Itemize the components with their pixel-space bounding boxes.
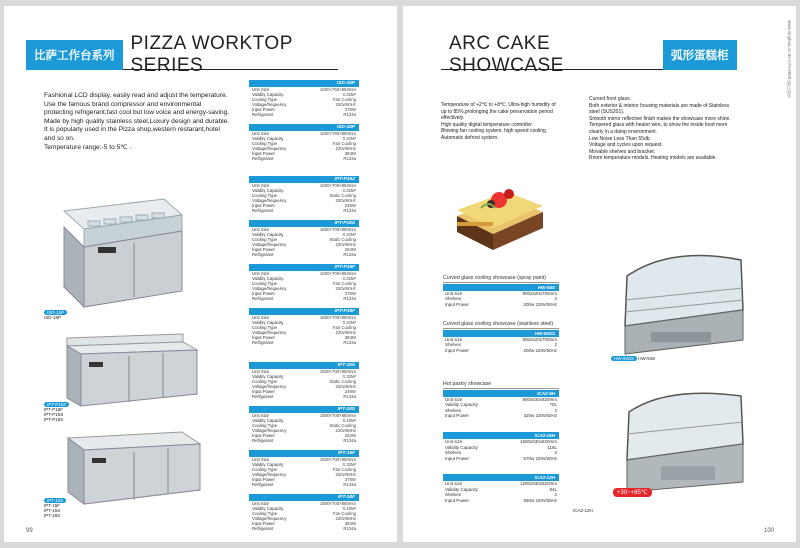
spec-key: Refrigerant [252, 394, 274, 399]
spec-key: Input Power [252, 291, 275, 296]
spec-value: R134a [343, 340, 356, 345]
spec-value: 384W [344, 521, 356, 526]
spec-card [249, 450, 359, 487]
spec-value: Static Cooling [329, 379, 356, 384]
spec-key: Cooling Type [252, 281, 278, 286]
spec-card [249, 80, 359, 117]
spec-key: Cooling Type [252, 511, 278, 516]
group-spec-key: Unit size [445, 481, 463, 486]
spec-key: Voltage/frequency [252, 198, 287, 203]
description-line: It is popularly used in the Pizza shop,western restarant,hotel and so on. [44, 126, 220, 142]
group-spec-key: Validity Capacity [445, 402, 478, 408]
spec-row [249, 296, 359, 301]
spec-value: 0.42M³ [342, 136, 356, 141]
intro-line: High quality digital temperature controller. [441, 121, 533, 128]
group-spec-key: Shelves [445, 492, 462, 498]
spec-value: 378W [344, 477, 356, 482]
group-title: Hot pastry showcase [443, 381, 492, 387]
feature-line: Both exterior & interior housing materials are made of Stainless steel (SUS201). [589, 102, 730, 116]
spec-key: Unit Size [252, 501, 270, 506]
group-spec-value: 94L [549, 486, 557, 492]
spec-key: Refrigerant [252, 438, 274, 443]
group-spec-value: 2 [554, 492, 557, 498]
group-model-header: HW-94S [443, 284, 559, 291]
spec-key: Validity Capacity [252, 92, 284, 97]
right-page [403, 6, 796, 542]
description-line: Made by high quality stainless steel.Luxury design and durable. [44, 117, 230, 125]
group-spec-value: 2 [554, 296, 557, 302]
spec-model-header: IPT-P18F [249, 308, 359, 315]
spec-key: Voltage/frequency [252, 428, 287, 433]
spec-value: 220v/50Hz [335, 330, 356, 335]
spec-value: 378W [344, 291, 356, 296]
page-number-right: 100 [763, 528, 774, 534]
spec-key: Unit Size [252, 183, 270, 188]
spec-row [249, 156, 359, 161]
group-divider [443, 282, 559, 283]
spec-value: 220v/50Hz [335, 198, 356, 203]
spec-value: R134a [343, 526, 356, 531]
pizza-banner [26, 32, 338, 76]
spec-key: Input Power [252, 477, 275, 482]
spec-value: R134a [343, 394, 356, 399]
cake-features [589, 96, 739, 162]
cake-showcase-1-image [611, 244, 751, 356]
spec-key: Refrigerant [252, 296, 274, 301]
spec-key: Input Power [252, 203, 275, 208]
spec-value: 1800×700×860mm [319, 227, 356, 232]
group-spec-row [443, 348, 559, 354]
spec-value: R134a [343, 252, 356, 257]
spec-value: 1500×700×860mm [319, 369, 356, 374]
banner-title-en-right: ARC CAKE SHOWCASE [441, 40, 663, 70]
description-line: Fashional LCD display, easily read and adjust the temperature. [44, 92, 228, 99]
spec-value: 0.32M³ [342, 276, 356, 281]
spec-key: Validity Capacity [252, 136, 284, 141]
spec-row [249, 112, 359, 117]
showcase-model-label: ICA2-12H [573, 508, 593, 513]
description-line: Temperature range:-5 to 5℃ . [44, 143, 132, 151]
group-spec-key: Validity Capacity [445, 486, 478, 492]
spec-key: Input Power [252, 151, 275, 156]
spec-key: Unit Size [252, 87, 270, 92]
cake-banner [441, 32, 737, 76]
spec-value: 0.32M³ [342, 92, 356, 97]
spec-key: Cooling Type [252, 193, 278, 198]
group-model-header: HW-94SS [443, 330, 559, 337]
group-spec-row [443, 456, 559, 462]
group-spec-key: Validity Capacity [445, 444, 478, 450]
group-spec-value: 118L [547, 444, 557, 450]
unit-model-label: IPT-15F [44, 503, 61, 508]
spec-key: Cooling Type [252, 423, 278, 428]
spec-value: Fan Cooling [332, 97, 356, 102]
cake-intro [441, 102, 561, 142]
spec-value: 0.32M³ [342, 374, 356, 379]
group-spec-value: 900x520x700mm [522, 336, 557, 342]
group-spec-value: 2 [554, 407, 557, 413]
spec-key: Cooling Type [252, 141, 278, 146]
spec-key: Voltage/frequency [252, 146, 287, 151]
spec-value: 0.32M³ [342, 188, 356, 193]
group-spec-key: Shelves [445, 450, 462, 456]
spec-value: R134a [343, 156, 356, 161]
spec-value: Fan Cooling [332, 467, 356, 472]
spec-value: R134a [343, 438, 356, 443]
spec-key: Voltage/frequency [252, 102, 287, 107]
feature-line: Smooth mirror reflective finish makes the showcase more shine. [589, 115, 731, 122]
spec-key: Refrigerant [252, 340, 274, 345]
banner-title-en: PIZZA WORKTOP SERIES [123, 40, 338, 70]
group-model-header: ICA2-12H [443, 474, 559, 481]
spec-row [249, 252, 359, 257]
spec-card [249, 308, 359, 345]
spec-value: 220v/50Hz [335, 286, 356, 291]
spec-value: 220v/50Hz [335, 146, 356, 151]
group-spec-value: 420w 220v/50Hz [523, 413, 557, 419]
showcase-spec-group [443, 474, 559, 503]
group-spec-key: Shelves [445, 407, 462, 413]
spec-value: 220v/50Hz [335, 242, 356, 247]
spec-key: Input Power [252, 107, 275, 112]
spec-key: Input Power [252, 521, 275, 526]
group-spec-value: 550w 220v/50Hz [523, 497, 557, 503]
showcase-2-label [573, 508, 593, 513]
spec-value: 249W [344, 389, 356, 394]
spec-key: Voltage/frequency [252, 472, 287, 477]
group-spec-key: Input Power [445, 455, 470, 461]
spec-key: Refrigerant [252, 112, 274, 117]
spec-value: 0.42M³ [342, 232, 356, 237]
spec-key: Validity Capacity [252, 188, 284, 193]
spec-key: Validity Capacity [252, 418, 284, 423]
spec-key: Refrigerant [252, 526, 274, 531]
spec-key: Refrigerant [252, 208, 274, 213]
unit-model-label: IPT-P15S [44, 412, 64, 417]
spec-value: 220v/50Hz [335, 472, 356, 477]
spec-model-header: IPT-15S [249, 362, 359, 369]
left-page [4, 6, 397, 542]
spec-value: 254W [344, 433, 356, 438]
spec-value: R134a [343, 112, 356, 117]
spec-value: 1800×700×860mm [319, 501, 356, 506]
group-spec-key: Input Power [445, 413, 470, 419]
spec-key: Unit Size [252, 457, 270, 462]
spec-card [249, 220, 359, 257]
spec-value: 254W [344, 247, 356, 252]
spec-key: Unit Size [252, 413, 270, 418]
group-spec-value: 1500x530x820mm [519, 439, 557, 444]
unit-model-label: IPT-P18S [44, 417, 64, 422]
spec-row [249, 394, 359, 399]
spec-value: 1500×700×860mm [319, 457, 356, 462]
group-spec-value: 570w 220v/50Hz [523, 455, 557, 461]
spec-value: 1500×760×860mm [319, 87, 356, 92]
spec-key: Input Power [252, 247, 275, 252]
spec-value: 220v/50Hz [335, 516, 356, 521]
spec-key: Refrigerant [252, 252, 274, 257]
unit-model-pill: ISD-15P [44, 310, 67, 315]
spec-value: 384W [344, 335, 356, 340]
temperature-badge: +30~+85℃ [613, 488, 652, 497]
spec-key: Unit Size [252, 369, 270, 374]
spec-card [249, 264, 359, 301]
group-spec-key: Unit size [445, 439, 463, 444]
spec-key: Cooling Type [252, 237, 278, 242]
spec-key: Cooling Type [252, 325, 278, 330]
spec-model-header: IPT-P18S [249, 220, 359, 227]
pizza-worktop-unit-3-image [62, 430, 202, 512]
spec-key: Validity Capacity [252, 232, 284, 237]
spec-key: Refrigerant [252, 156, 274, 161]
spec-value: R134a [343, 482, 356, 487]
unit-3-label [44, 498, 66, 518]
spec-row [249, 340, 359, 345]
spec-key: Cooling Type [252, 467, 278, 472]
spec-row [249, 208, 359, 213]
spec-card [249, 406, 359, 443]
spec-value: 220v/50Hz [335, 384, 356, 389]
spec-key: Voltage/frequency [252, 384, 287, 389]
spec-key: Validity Capacity [252, 462, 284, 467]
spec-value: 0.42M³ [342, 320, 356, 325]
spec-value: 1500×700×860mm [319, 271, 356, 276]
group-title: Curved glass cooling showcase (stainless steel) [443, 321, 554, 327]
group-spec-key: Unit size [445, 290, 463, 296]
unit-model-label: IPT-18S [44, 513, 61, 518]
spec-row [249, 526, 359, 531]
showcase-spec-group [443, 432, 559, 461]
cake-photo [447, 154, 551, 256]
spec-value: R134a [343, 208, 356, 213]
spec-key: Input Power [252, 389, 275, 394]
showcase-1-label [611, 356, 655, 361]
unit-model-pill: IPT-P15Z [44, 402, 69, 407]
group-spec-key: Input Power [445, 497, 470, 503]
group-spec-value: 200w 220v/50Hz [523, 301, 557, 307]
spec-key: Voltage/frequency [252, 330, 287, 335]
spec-value: Fan Cooling [332, 141, 356, 146]
spec-value: 0.32M³ [342, 462, 356, 467]
spec-key: Voltage/frequency [252, 242, 287, 247]
group-spec-value: 900x530x820mm [522, 396, 557, 402]
group-spec-key: Input Power [445, 301, 470, 307]
spec-value: 1800×700×860mm [319, 413, 356, 418]
spec-key: Unit Size [252, 315, 270, 320]
showcase-spec-group [443, 276, 559, 307]
spec-model-header: IPT-15F [249, 450, 359, 457]
feature-line: Movable shelves and bracket. [589, 148, 656, 155]
spec-key: Unit Size [252, 227, 270, 232]
spec-model-header: ISD-15P [249, 80, 359, 87]
group-spec-key: Input Power [445, 347, 470, 353]
spec-key: Validity Capacity [252, 320, 284, 325]
spec-value: 249W [344, 203, 356, 208]
group-title: Curved glass cooling showcase (spray paint) [443, 275, 546, 281]
spec-key: Voltage/frequency [252, 516, 287, 521]
spec-value: Fan Cooling [332, 281, 356, 286]
spec-value: 1500×760×860mm [319, 131, 356, 136]
spec-key: Voltage/frequency [252, 286, 287, 291]
group-spec-value: 2 [554, 450, 557, 456]
intro-line: Automatic defrost system. [441, 134, 499, 141]
spec-key: Input Power [252, 335, 275, 340]
unit-model-label: ISD-18P [44, 315, 62, 320]
spec-value: 220v/50Hz [335, 428, 356, 433]
vertical-side-text: www.xinghua.cn 86-579-8888 浙江星华 [787, 20, 792, 99]
feature-line: Low Noise Less Than 55db. [589, 135, 651, 142]
group-spec-value: 200w 220v/50Hz [523, 347, 557, 353]
showcase-model-pill: HW-94SS [611, 356, 637, 361]
page-number-left: 99 [26, 528, 33, 534]
group-spec-value: 2 [554, 342, 557, 348]
feature-line: Curved front glass. [589, 96, 631, 102]
spec-value: Fan Cooling [332, 325, 356, 330]
spec-value: Static Cooling [329, 423, 356, 428]
showcase-spec-group [443, 382, 559, 419]
spec-card [249, 176, 359, 213]
feature-line: Tempered glass with heater wire, to show the inside food more clearly in a damp environment. [589, 122, 728, 135]
showcase-spec-group [443, 322, 559, 353]
spec-value: R134a [343, 296, 356, 301]
group-model-header: ICA2-9H [443, 390, 559, 397]
spec-key: Input Power [252, 433, 275, 438]
spec-value: 384W [344, 151, 356, 156]
spec-key: Validity Capacity [252, 506, 284, 511]
group-spec-value: 70L [549, 402, 557, 408]
spec-model-header: IPT-P15Z [249, 176, 359, 183]
spec-model-header: IPT-18F [249, 494, 359, 501]
spec-row [249, 438, 359, 443]
group-spec-row [443, 413, 559, 419]
feature-line: Voltage and cycles upon request. [589, 142, 663, 149]
spec-card [249, 362, 359, 399]
spec-key: Refrigerant [252, 482, 274, 487]
group-model-header: ICA2-15H [443, 432, 559, 439]
pizza-worktop-unit-1-image [54, 191, 184, 311]
spec-key: Unit Size [252, 131, 270, 136]
spec-value: 378W [344, 107, 356, 112]
spec-model-header: ISD-18P [249, 124, 359, 131]
unit-1-label [44, 310, 67, 320]
spec-key: Unit Size [252, 271, 270, 276]
group-spec-key: Shelves [445, 296, 462, 302]
pizza-description [44, 92, 232, 152]
spec-value: 0.42M³ [342, 506, 356, 511]
spec-key: Validity Capacity [252, 276, 284, 281]
feature-line: Room temperature models, Heating models are available. [589, 155, 717, 162]
spec-value: 0.42M³ [342, 418, 356, 423]
intro-line: Temperature of +2℃ to +8℃, Ultra-high humidity of up to 85%,prolonging the cake preservation period effectively. [441, 102, 556, 122]
group-spec-key: Unit size [445, 336, 463, 342]
pizza-worktop-unit-2-image [59, 332, 199, 412]
spec-value: 220v/50Hz [335, 102, 356, 107]
group-spec-key: Unit size [445, 396, 463, 402]
group-divider [443, 328, 559, 329]
group-divider [443, 388, 559, 389]
spec-key: Validity Capacity [252, 374, 284, 379]
spec-card [249, 124, 359, 161]
spec-value: Static Cooling [329, 193, 356, 198]
unit-2-label [44, 402, 69, 422]
unit-model-pill: IPT-15S [44, 498, 66, 503]
spec-key: Cooling Type [252, 97, 278, 102]
banner-title-cn: 比萨工作台系列 [26, 40, 123, 70]
banner-title-cn-right: 弧形蛋糕柜 [663, 40, 737, 70]
description-line: Use the famous brand compressor and environmental protecting refrigerant,fast cool but low voice and energy-saving. [44, 100, 230, 117]
spec-value: Static Cooling [329, 237, 356, 242]
spec-model-header: IPT-18S [249, 406, 359, 413]
spec-value: 1500×700×860mm [319, 183, 356, 188]
spec-row [249, 482, 359, 487]
unit-model-label: IPT-15S [44, 508, 61, 513]
spec-card [249, 494, 359, 531]
intro-line: Blowing fan cooling system, high speed cooling. [441, 128, 548, 135]
spec-key: Cooling Type [252, 379, 278, 384]
group-spec-key: Shelves [445, 342, 462, 348]
group-spec-value: 1200x530x820mm [519, 481, 557, 486]
spec-value: Fan Cooling [332, 511, 356, 516]
group-spec-row [443, 302, 559, 308]
spec-value: 1800×700×860mm [319, 315, 356, 320]
cake-showcase-2-image [611, 382, 751, 494]
spec-model-header: IPT-P15F [249, 264, 359, 271]
group-spec-row [443, 498, 559, 504]
unit-model-label: IPT-P15F [44, 407, 64, 412]
group-spec-value: 900x520x700mm [522, 290, 557, 296]
showcase-model-label: HW-94S [638, 356, 656, 361]
